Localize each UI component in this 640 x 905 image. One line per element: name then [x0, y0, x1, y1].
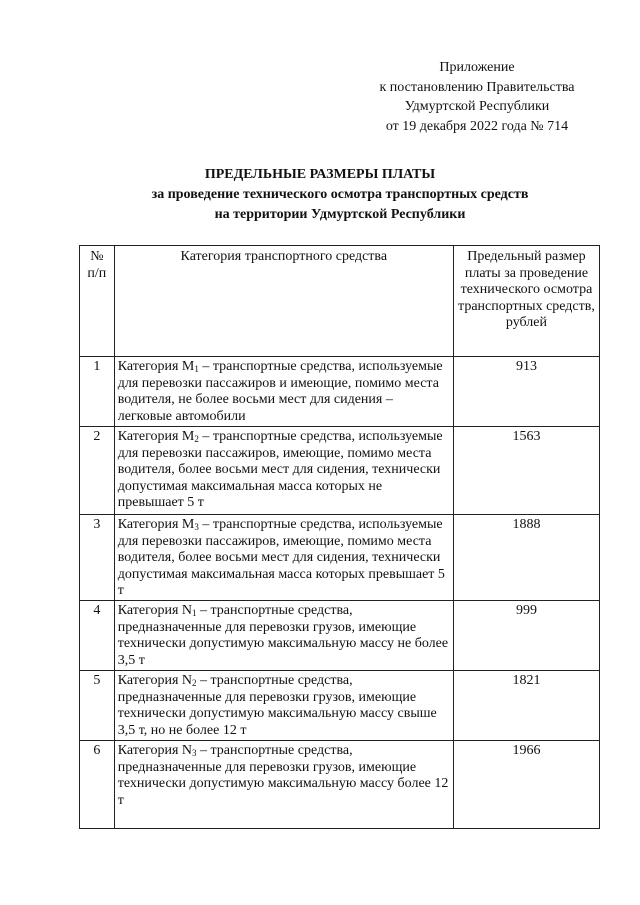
row-number: 4 [80, 601, 115, 671]
header-category: Категория транспортного средства [114, 246, 453, 357]
title-line-1: ПРЕДЕЛЬНЫЕ РАЗМЕРЫ ПЛАТЫ [204, 167, 436, 182]
row-fee: 1888 [453, 515, 599, 601]
row-category [114, 427, 453, 515]
category-prefix: Категория N [117, 743, 193, 758]
table-row [80, 357, 600, 427]
header-number: № п/п [80, 246, 115, 357]
row-category [114, 515, 453, 601]
row-category [114, 601, 453, 671]
category-description: – транспортные средства, используемые для перевозки пассажиров, имеющие, помимо места водителя, более восьми мест для сидения, технически допустимая максимальная масса которых превышает 5 т [117, 517, 445, 598]
category-prefix: Категория N [117, 603, 193, 618]
appendix-line-2: к постановлению Правительства [379, 79, 575, 95]
table-row [80, 671, 600, 741]
category-subscript: 3 [192, 748, 197, 758]
row-category [114, 741, 453, 829]
category-prefix: Категория М [117, 517, 195, 532]
table-row [80, 601, 600, 671]
title-line-3: на территории Удмуртской Республики [214, 207, 466, 222]
table-row [80, 741, 600, 829]
category-subscript: 3 [194, 522, 199, 532]
category-prefix: Категория N [117, 673, 193, 688]
category-description: – транспортные средства, предназначенные для перевозки грузов, имеющие технически допустимую максимальную массу свыше 3,5 т, но не более 12 т [117, 673, 437, 738]
category-description: – транспортные средства, используемые для перевозки пассажиров, имеющие, помимо места водителя, более восьми мест для сидения, технически допустимая максимальная масса которых не превышает 5 т [117, 429, 443, 510]
row-fee: 1563 [453, 427, 599, 515]
row-fee: 913 [453, 357, 599, 427]
category-description: – транспортные средства, используемые для перевозки пассажиров и имеющие, помимо места водителя, не более восьми мест для сидения – легковые автомобили [117, 359, 443, 424]
category-subscript: 2 [192, 678, 197, 688]
appendix-line-3: Удмуртской Республики [404, 99, 550, 114]
title-line-2: за проведение технического осмотра транспортных средств [151, 187, 529, 202]
category-description: – транспортные средства, предназначенные для перевозки грузов, имеющие технически допустимую максимальную массу не более 3,5 т [117, 603, 449, 668]
appendix-block [362, 58, 592, 136]
row-number: 2 [80, 427, 115, 515]
row-fee: 1966 [453, 741, 599, 829]
appendix-line-4: от 19 декабря 2022 года № 714 [385, 118, 569, 134]
document-title [0, 165, 640, 225]
table-row [80, 427, 600, 515]
appendix-line-1: Приложение [439, 60, 515, 75]
header-fee: Предельный размер платы за проведение технического осмотра транспортных средств, рублей [453, 246, 599, 357]
category-prefix: Категория М [117, 359, 195, 374]
row-number: 1 [80, 357, 115, 427]
row-fee: 999 [453, 601, 599, 671]
category-subscript: 1 [192, 608, 197, 618]
row-category [114, 357, 453, 427]
category-description: – транспортные средства, предназначенные для перевозки грузов, имеющие технически допустимую максимальную массу более 12 т [117, 743, 449, 808]
row-number: 6 [80, 741, 115, 829]
row-number: 5 [80, 671, 115, 741]
table-row [80, 515, 600, 601]
category-subscript: 1 [194, 364, 199, 374]
table-header-row [80, 246, 600, 357]
category-subscript: 2 [194, 434, 199, 444]
row-category [114, 671, 453, 741]
row-number: 3 [80, 515, 115, 601]
row-fee: 1821 [453, 671, 599, 741]
fees-table [79, 245, 600, 829]
category-prefix: Категория М [117, 429, 195, 444]
